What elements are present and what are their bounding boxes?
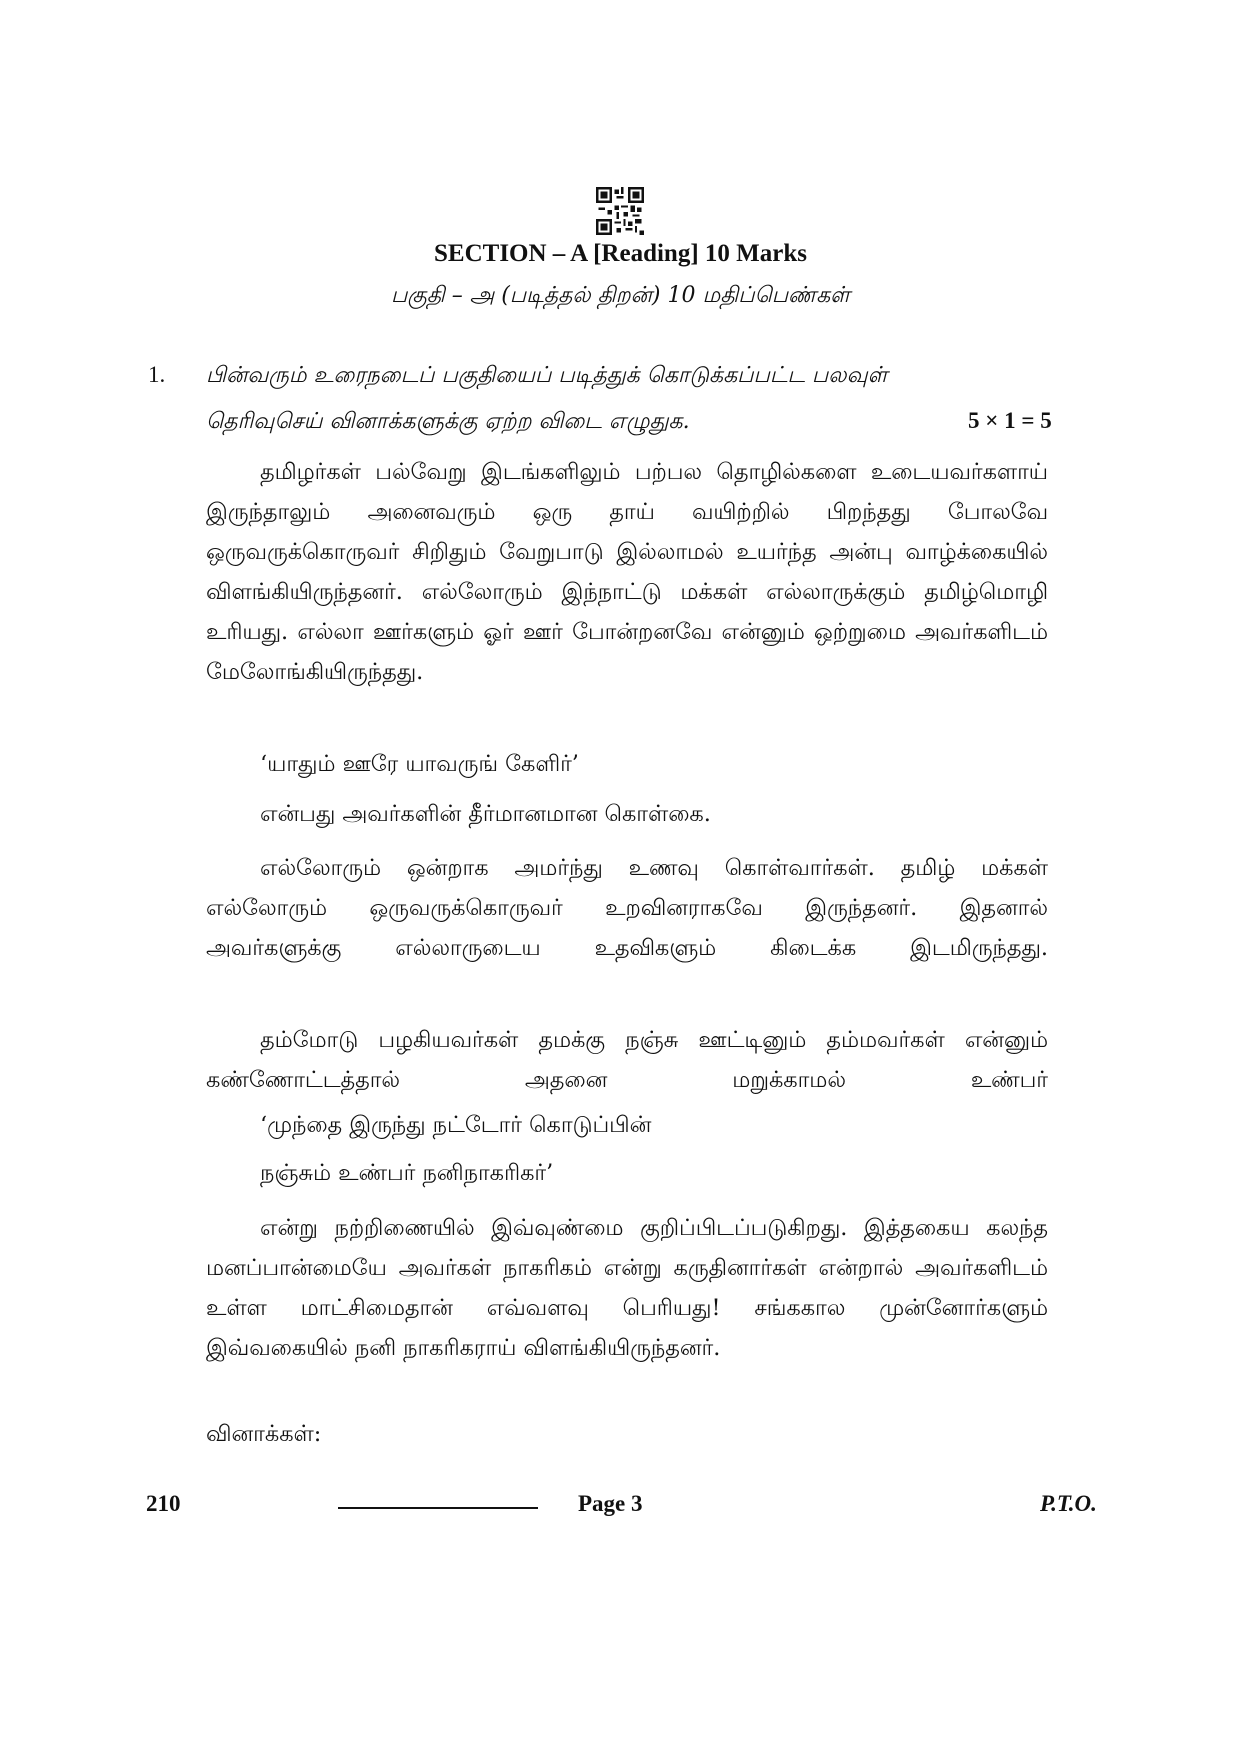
question-instruction-line2: தெரிவுசெய் வினாக்களுக்கு ஏற்ற விடை எழுதுக. — [206, 409, 690, 434]
question-instruction-line1: பின்வரும் உரைநடைப் பகுதியைப் படித்துக் கொடுக்கப்பட்ட பலவுள் — [206, 363, 888, 388]
passage-paragraph-2: எல்லோரும் ஒன்றாக அமர்ந்து உணவு கொள்வார்கள். தமிழ் மக்கள் எல்லோரும் ஒருவருக்கொருவர் உறவினராகவே இருந்தனர். இதனால் அவர்களுக்கு எல்லாருடைய உதவிகளும் கிடைக்க இடமிருந்தது. — [206, 855, 1048, 961]
passage-paragraph-1: தமிழர்கள் பல்வேறு இடங்களிலும் பற்பல தொழில்களை உடையவர்களாய் இருந்தாலும் அனைவரும் ஒரு தாய் வயிற்றில் பிறந்தது போலவே ஒருவருக்கொருவர் சிறிதும் வேறுபாடு இல்லாமல் உயர்ந்த அன்பு வாழ்க்கையில் விளங்கியிருந்தனர். எல்லோரும் இந்நாட்டு மக்கள் எல்லாருக்கும் தமிழ்மொழி உரியது. எல்லா ஊர்களும் ஓர் ஊர் போன்றனவே என்னும் ஒற்றுமை அவர்களிடம் மேலோங்கியிருந்தது. — [206, 459, 1048, 685]
pto-label: P.T.O. — [1040, 1491, 1097, 1516]
section-title: SECTION – A [Reading] 10 Marks — [434, 240, 807, 267]
paper-code: 210 — [146, 1491, 181, 1516]
page-number: Page 3 — [578, 1491, 643, 1516]
passage-quote-2-line-1: ‘முந்தை இருந்து நட்டோர் கொடுப்பின் — [260, 1112, 652, 1138]
section-subtitle: பகுதி – அ (படித்தல் திறன்) 10 மதிப்பெண்கள் — [390, 283, 851, 308]
qr-code-icon — [596, 187, 644, 235]
question-marks: 5 × 1 = 5 — [968, 408, 1052, 433]
question-number: 1. — [148, 362, 166, 387]
questions-label: வினாக்கள்: — [206, 1421, 322, 1447]
passage-paragraph-4: என்று நற்றிணையில் இவ்வுண்மை குறிப்பிடப்படுகிறது. இத்தகைய கலந்த மனப்பான்மையே அவர்கள் நாகரிகம் என்று கருதினார்கள் என்றால் அவர்களிடம் உள்ள மாட்சிமைதான் எவ்வளவு பெரியது! சங்ககால முன்னோர்களும் இவ்வகையில் நனி நாகரிகராய் விளங்கியிருந்தனர். — [206, 1215, 1048, 1361]
passage-quote-1: ‘யாதும் ஊரே யாவருங் கேளிர்’ — [260, 751, 579, 777]
passage-quote-1-follow: என்பது அவர்களின் தீர்மானமான கொள்கை. — [260, 801, 711, 827]
passage-quote-2-line-2: நஞ்சும் உண்பர் நனிநாகரிகர்’ — [260, 1160, 554, 1186]
footer-divider — [338, 1507, 538, 1509]
passage-paragraph-3: தம்மோடு பழகியவர்கள் தமக்கு நஞ்சு ஊட்டினும் தம்மவர்கள் என்னும் கண்ணோட்டத்தால் அதனை மறுக்காமல் உண்பர் — [206, 1027, 1048, 1093]
